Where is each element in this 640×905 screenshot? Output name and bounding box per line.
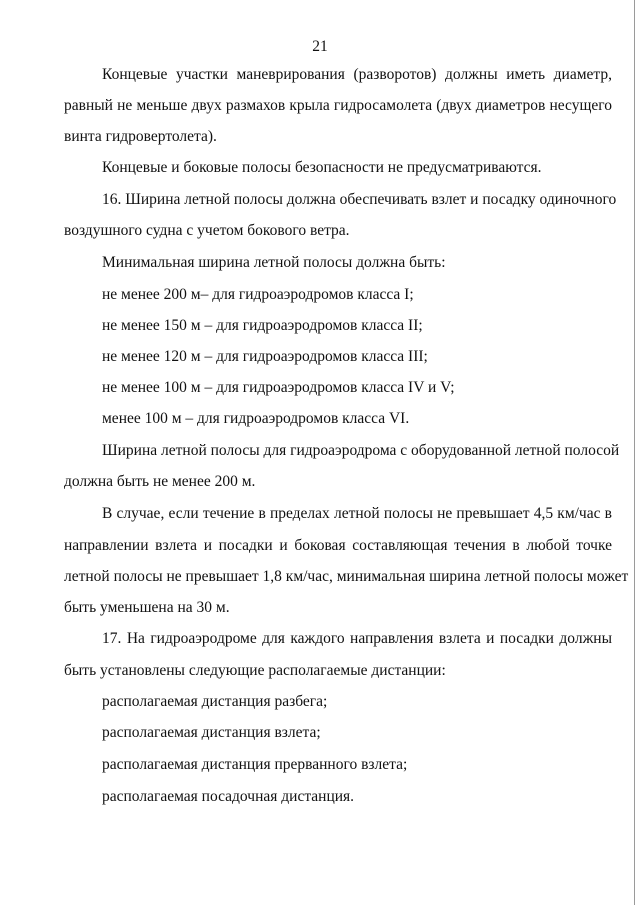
text-line-20: быть установлены следующие располагаемые дистанции: [64, 662, 446, 679]
text-line-16: направлении взлета и посадки и боковая составляющая течения в любой точке [64, 537, 612, 554]
text-line-9: не менее 150 м – для гидроаэродромов класса II; [102, 317, 423, 334]
text-line-3: винта гидровертолета). [64, 128, 217, 145]
text-line-18: быть уменьшена на 30 м. [64, 599, 230, 616]
text-line-2: равный не меньше двух размахов крыла гидросамолета (двух диаметров несущего [64, 97, 612, 114]
text-line-8: не менее 200 м– для гидроаэродромов класса I; [102, 286, 414, 303]
text-line-22: располагаемая дистанция взлета; [102, 724, 321, 741]
text-line-6: воздушного судна с учетом бокового ветра. [64, 222, 350, 239]
text-line-19: 17. На гидроаэродроме для каждого направления взлета и посадки должны [102, 630, 612, 647]
text-line-24: располагаемая посадочная дистанция. [102, 788, 355, 805]
text-line-5: 16. Ширина летной полосы должна обеспечивать взлет и посадку одиночного [102, 191, 617, 208]
text-line-10: не менее 120 м – для гидроаэродромов класса III; [102, 348, 428, 365]
text-line-23: располагаемая дистанция прерванного взлета; [102, 756, 408, 773]
text-line-7: Минимальная ширина летной полосы должна быть: [102, 254, 446, 271]
text-line-15: В случае, если течение в пределах летной полосы не превышает 4,5 км/час в [102, 505, 612, 522]
text-line-13: Ширина летной полосы для гидроаэродрома с оборудованной летной полосой [102, 442, 620, 459]
text-line-21: располагаемая дистанция разбега; [102, 693, 328, 710]
text-line-4: Концевые и боковые полосы безопасности не предусматриваются. [102, 159, 542, 176]
text-line-11: не менее 100 м – для гидроаэродромов класса IV и V; [102, 379, 455, 396]
page-number: 21 [312, 38, 328, 55]
text-line-17: летной полосы не превышает 1,8 км/час, минимальная ширина летной полосы может [64, 568, 629, 585]
text-line-1: Концевые участки маневрирования (разворотов) должны иметь диаметр, [102, 66, 612, 83]
text-line-12: менее 100 м – для гидроаэродромов класса VI. [102, 410, 410, 427]
text-line-14: должна быть не менее 200 м. [64, 473, 256, 490]
scan-edge-line [634, 0, 635, 905]
